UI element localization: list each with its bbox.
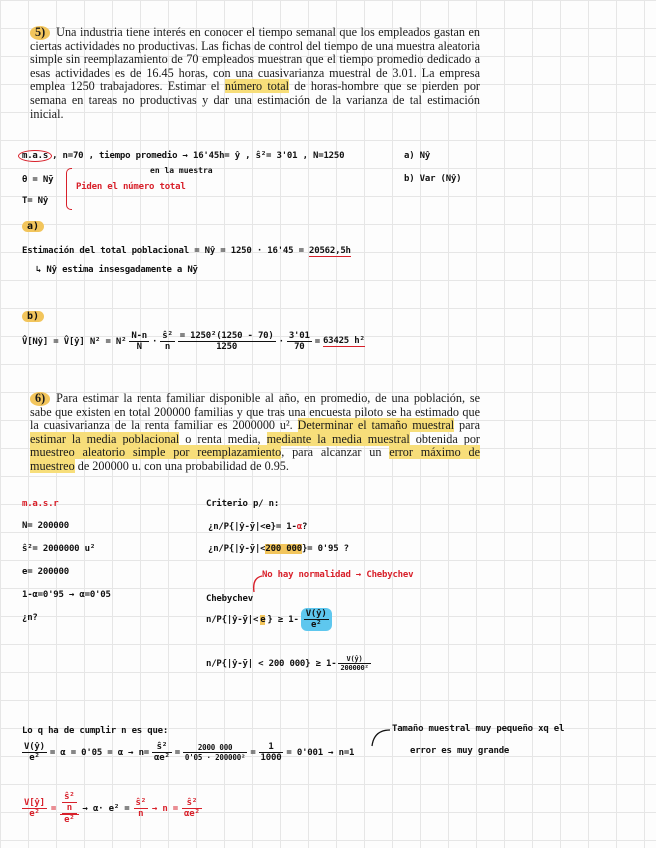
variance-value: 63425 h² [322, 336, 365, 346]
solution-line: $\frac{V(ŷ)}{\text{e²}}$ = α = 0'05 = α → n= $\frac{\text{ŝ²}}{\text{αe²}}$ = $\frac{2000 000}{\text{0'05 · 200000²}}$ = $\frac{1}{1000}$ = 0'001 → n=1 [24, 742, 355, 763]
section-b-tag: b) [22, 311, 44, 322]
e-value: e= 200000 [22, 567, 69, 577]
note-chebychev: No hay normalidad → Chebychev [262, 570, 414, 580]
question-a: a) Nŷ [404, 151, 431, 161]
cumplir-label: Lo q ha de cumplir n es que: [22, 726, 169, 736]
chebychev-ineq-1: n/P{|ŷ-ȳ|< e } ≥ 1- $\frac{V(ŷ)}{\text{e²}}$ [206, 608, 332, 631]
s2-value: ŝ²= 2000000 u² [22, 544, 96, 554]
variance-line: V̂[Nŷ] = V̂[ŷ] N² = N² $\frac{N-n}{N}$ · $\frac{\text{ŝ²}}{n}$ $\frac{\text{= 1250²(1250 - 70)}}{1250}$ · $\frac{3'01}{70}$ = 63425 h² [22, 331, 365, 352]
problem-5: 5) Una industria tiene interés en conocer el tiempo semanal que los empleados gastan en ciertas actividades no productivas. Las fichas de control del tiempo de una muestra aleatoria simple sin reemplazamiento de 70 empleados muestran que el tiempo promedio dedicado a esas actividades es de 16.45 horas, con una cuasivarianza muestral de 3.01. La empresa emplea 1250 trabajadores. Estimar el número total de horas-hombre que se pierden por semana en tareas no productivas y dar una estimación de la varianza de tal estimación inicial. [30, 25, 480, 121]
notes-line1: m.a.s , n=70 , tiempo promedio → 16'45h= ŷ , ŝ²= 3'01 , N=1250 [18, 151, 344, 161]
brace [66, 168, 72, 210]
problem-6: 6) Para estimar la renta familiar disponible al año, en promedio, de una población, se sabe que existen en total 200000 familias y que tras una encuesta piloto se ha estimado que la cuasivarianza de la renta familiar es 2000000 u². Determinar el tamaño muestral para estimar la media poblacional o renta media, mediante la media muestral obtenida por muestreo aleatorio simple por reemplazamiento, para alcanzar un error máximo de muestreo de 200000 u. con una probabilidad de 0.95. [30, 391, 481, 473]
problem-number: 6) [30, 392, 50, 406]
alpha-value: 1-α=0'95 → α=0'05 [22, 590, 111, 600]
arrow-icon [368, 726, 392, 748]
estimation-line: Estimación del total poblacional = Nŷ = 1250 · 16'45 = 20562,5h [22, 246, 351, 256]
T-def: T= Nŷ [22, 196, 49, 206]
mas-circled: m.a.s [18, 150, 52, 162]
note-tamano-2: error es muy grande [410, 746, 510, 756]
note-en-muestra: en la muestra [150, 166, 213, 175]
problem-number: 5) [30, 26, 50, 40]
chebychev-label: Chebychev [206, 594, 253, 604]
theta-def: θ = Nȳ [22, 175, 54, 185]
masr-label: m.a.s.r [22, 499, 59, 509]
formula-line: $\frac{V[ŷ]}{\text{e²}}$ = $\frac{\frac{\text{ŝ²}}{n}}{\text{e²}}$ → α· e² = $\frac{\text{ŝ²}}{n}$ → n = $\frac{\text{ŝ²}}{\text{αe²}}$ [24, 792, 200, 825]
section-a-tag: a) [22, 221, 44, 232]
arrow-icon [248, 572, 266, 594]
n-question: ¿n? [22, 613, 38, 623]
estimation-value: 20562,5h [309, 246, 351, 256]
question-b: b) Var (Nŷ) [404, 174, 462, 184]
note-insesgado: ↳ Nŷ estima insesgadamente a Nȳ [36, 265, 198, 275]
criterio-2: ¿n/P{|ŷ-ȳ|<200 000}= 0'95 ? [208, 544, 349, 554]
criterio-label: Criterio p/ n: [206, 499, 280, 509]
chebychev-ineq-2: n/P{|ŷ-ȳ| < 200 000} ≥ 1- $\frac{V(ŷ)}{\text{200000²}}$ [206, 655, 369, 672]
note-piden: Piden el número total [76, 182, 186, 192]
N-value: N= 200000 [22, 521, 69, 531]
note-tamano: Tamaño muestral muy pequeño xq el [392, 724, 565, 734]
criterio-1: ¿n/P{|ŷ-ȳ|<e}= 1-α? [208, 522, 308, 532]
highlight: número total [224, 79, 290, 94]
